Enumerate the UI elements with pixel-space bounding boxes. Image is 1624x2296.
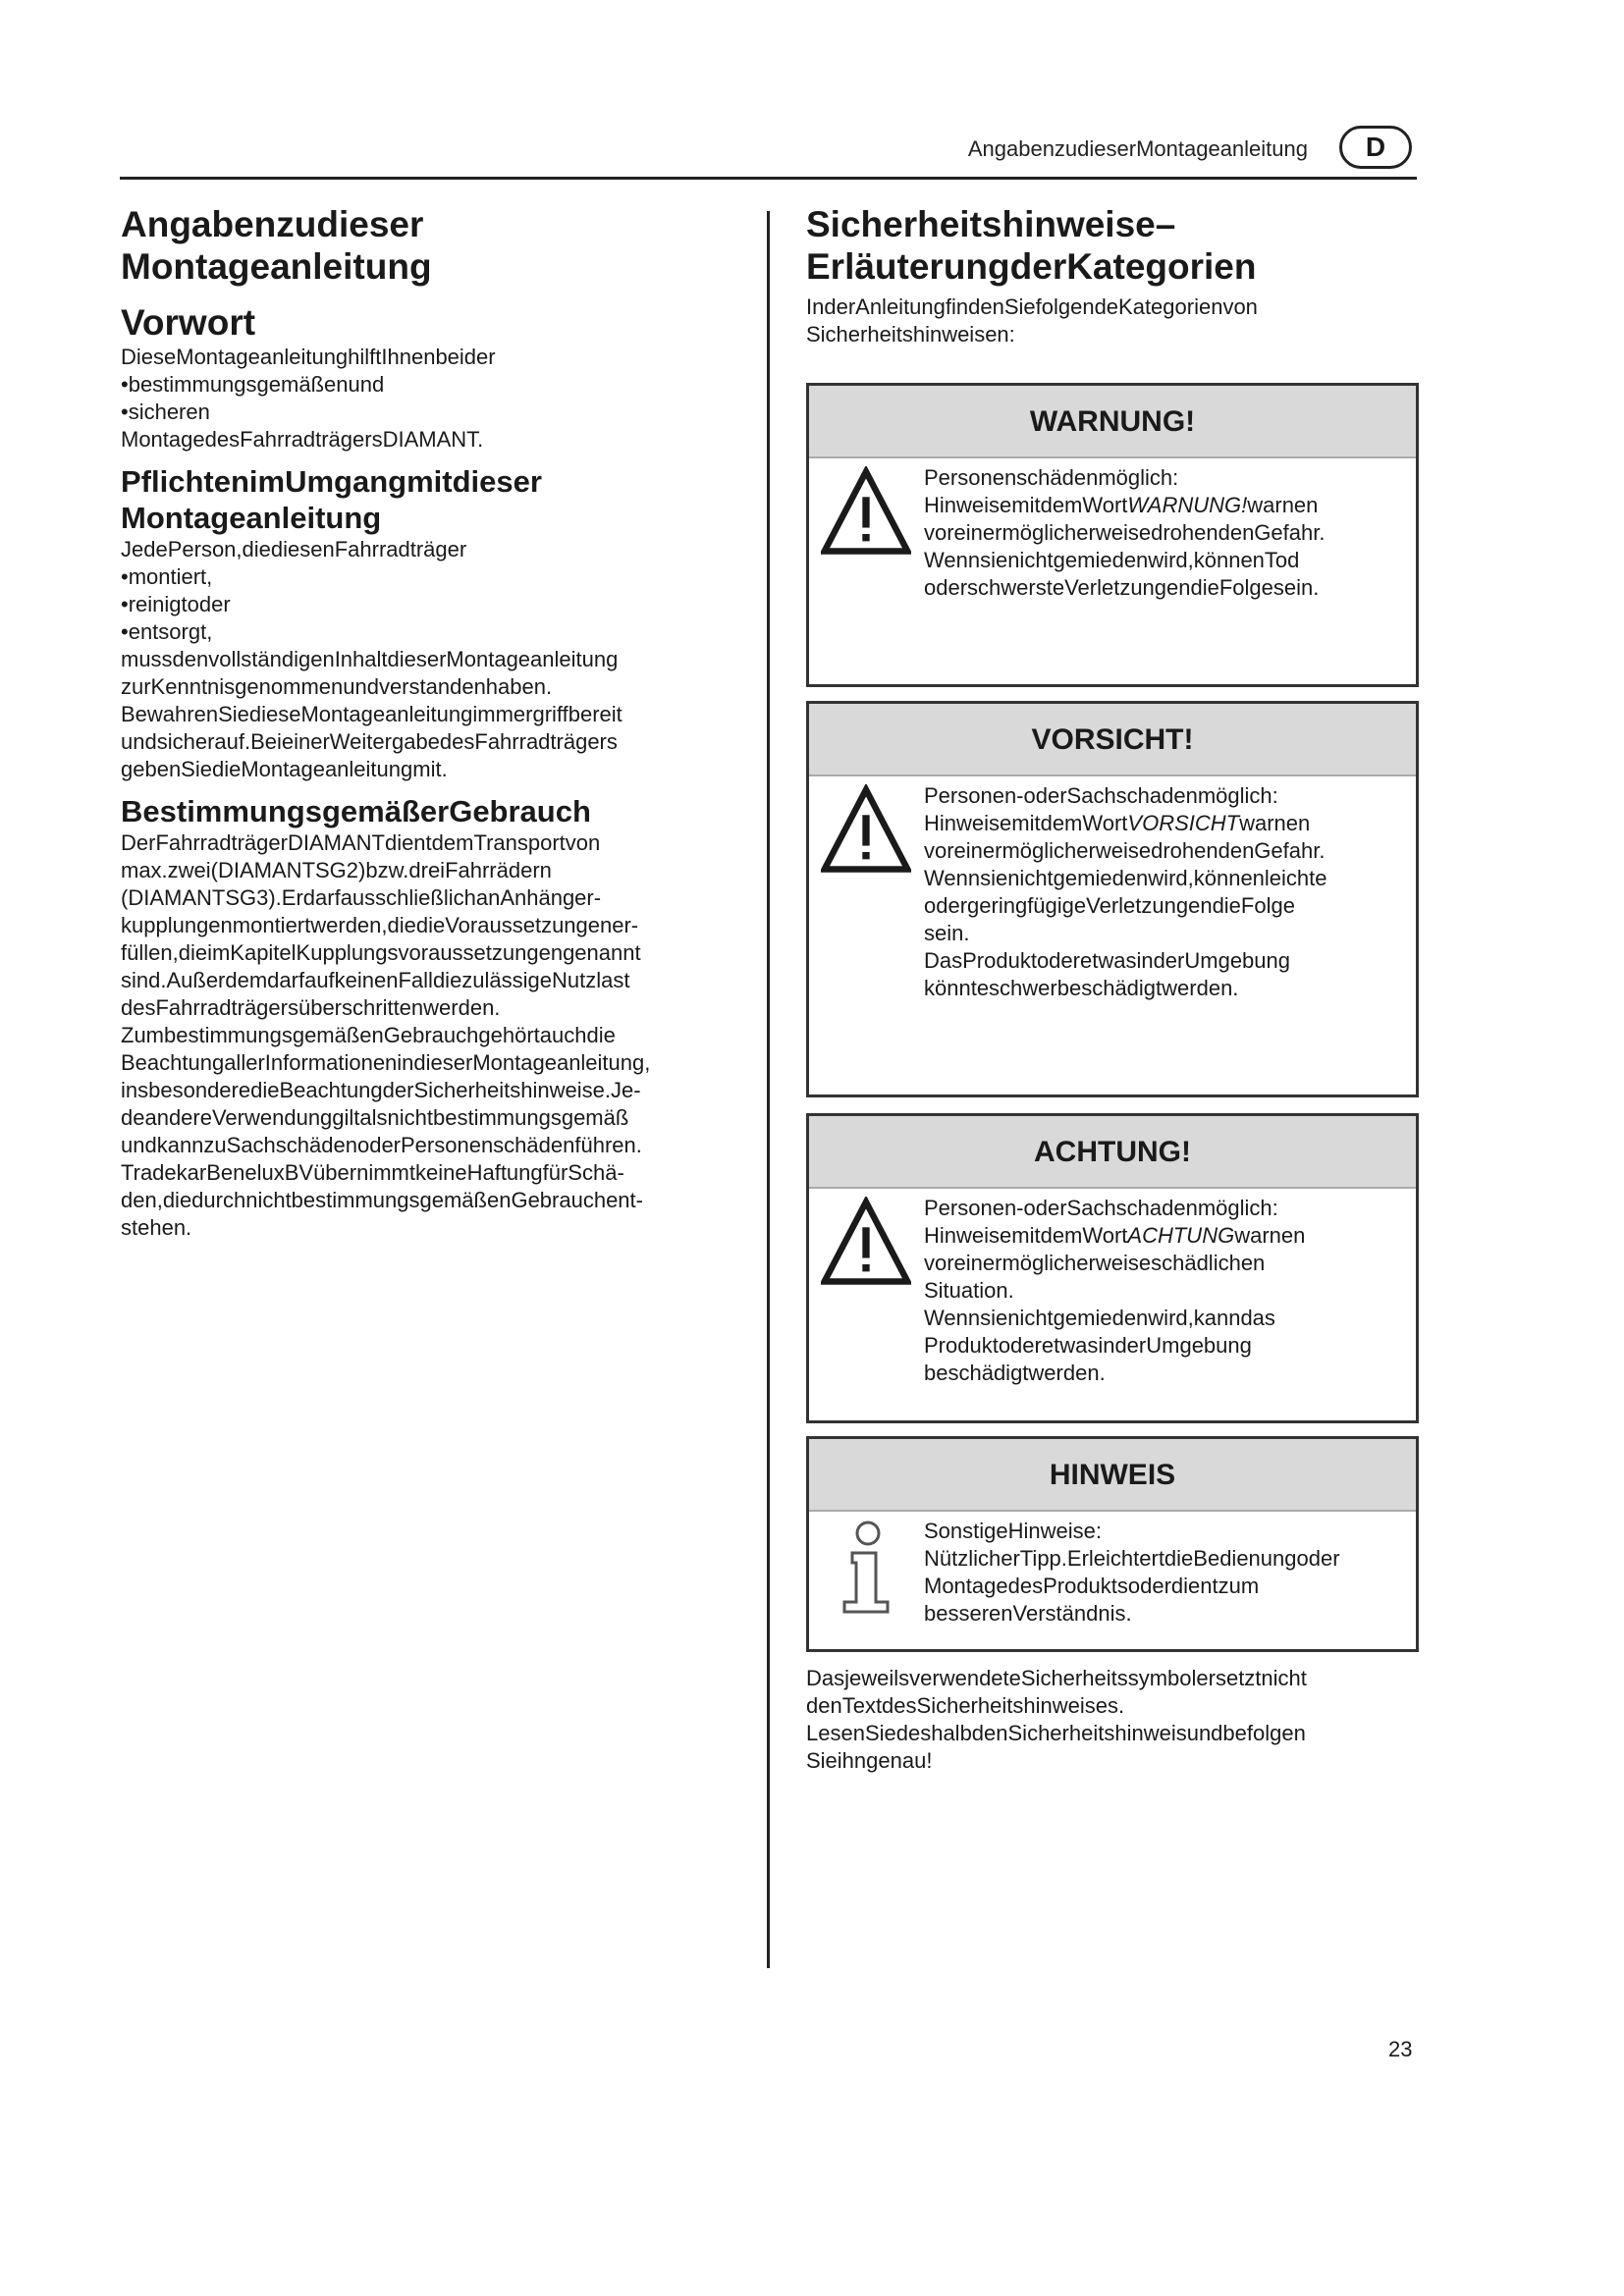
- vorsicht-title: VORSICHT!: [809, 704, 1416, 776]
- vorwort-text: DieseMontageanleitunghilftIhnenbeider •bestimmungsgemäßenund •sicheren MontagedesFahrradträgersDIAMANT.: [121, 345, 496, 452]
- section-title: Angabenzudieser Montageanleitung: [121, 204, 432, 287]
- pflichten-heading: PflichtenimUmgangmitdieser Montageanleitung: [121, 464, 542, 535]
- warnung-box: WARNUNG! Personenschädenmöglich: HinweisemitdemWortWARNUNG!warnen voreinermöglicherweisedrohendenGefahr. Wennsienichtgemiedenwird,könnenTod oderschwersteVerletzungendieFolgesein.: [806, 383, 1419, 687]
- gebrauch-text: DerFahrradträgerDIAMANTdientdemTransportvon max.zwei(DIAMANTSG2)bzw.dreiFahrrädern (DIAMANTSG3).ErdarfausschließlichanAnhänger- kupplungenmontiertwerden,diedieVoraussetzungener- füllen,dieimKapitelKupplungsvoraussetzungengenannt sind.AußerdemdarfaufkeinenFalldiezulässigeNutzlast desFahrradträgersüberschrittenwerden. ZumbestimmungsgemäßenGebrauchgehörtauchdie BeachtungallerInformationenindieserMontageanleitung, insbesonderedieBeachtungderSicherheitshinweise.Je- deandereVerwendunggiltalsnichtbestimmungsgemäß undkannzuSachschädenoderPersonenschädenführen. TradekarBeneluxBVübernimmtkeineHaftungfürSchä- den,diedurchnichtbestimmungsgemäßenGebrauchent- stehen.: [121, 830, 651, 1240]
- achtung-box: ACHTUNG! Personen-oderSachschadenmöglich: HinweisemitdemWortACHTUNGwarnen voreinermöglicherweiseschädlichen Situation. Wennsienichtgemiedenwird,kanndas ProduktoderetwasinderUmgebung beschädigtwerden.: [806, 1113, 1419, 1423]
- vorwort-heading: Vorwort: [121, 302, 256, 343]
- language-badge: D: [1339, 126, 1412, 169]
- hinweis-title: HINWEIS: [809, 1439, 1416, 1512]
- info-icon: [839, 1520, 893, 1618]
- warning-triangle-icon: [821, 466, 911, 557]
- left-column: [121, 203, 749, 1242]
- safety-title: Sicherheitshinweise– ErläuterungderKategorien: [806, 204, 1257, 287]
- right-column: [806, 203, 1419, 348]
- safety-footer-note: DasjeweilsverwendeteSicherheitssymbolersetztnicht denTextdesSicherheitshinweises. LesenSiedeshalbdenSicherheitshinweisundbefolgen Sieihngenau!: [806, 1666, 1307, 1773]
- running-header: AngabenzudieserMontageanleitung: [967, 136, 1308, 161]
- header-rule: [120, 177, 1417, 180]
- page-number: 23: [1388, 2037, 1413, 2061]
- warning-triangle-icon: [821, 784, 911, 875]
- safety-intro: InderAnleitungfindenSiefolgendeKategorienvon Sicherheitshinweisen:: [806, 294, 1258, 347]
- pflichten-text: JedePerson,diediesenFahrradträger •montiert, •reinigtoder •entsorgt, mussdenvollständigenInhaltdieserMontageanleitung zurKenntnisgenommenundverstandenhaben. BewahrenSiedieseMontageanleitungimmergriffbereit undsicherauf.BeieinerWeitergabedesFahrradträgers gebenSiedieMontageanleitungmit.: [121, 537, 623, 781]
- gebrauch-heading: BestimmungsgemäßerGebrauch: [121, 794, 591, 828]
- achtung-title: ACHTUNG!: [809, 1116, 1416, 1189]
- warnung-title: WARNUNG!: [809, 386, 1416, 458]
- vorsicht-box: VORSICHT! Personen-oderSachschadenmöglich: HinweisemitdemWortVORSICHTwarnen voreinermöglicherweisedrohendenGefahr. Wennsienichtgemiedenwird,könnenleichte odergeringfügigeVerletzungendieFolge sein. DasProduktoderetwasinderUmgebung könnteschwerbeschädigtwerden.: [806, 701, 1419, 1097]
- warning-triangle-icon: [821, 1197, 911, 1287]
- hinweis-box: HINWEIS SonstigeHinweise: NützlicherTipp.ErleichtertdieBedienungoder MontagedesProduktsoderdientzum besserenVerständnis.: [806, 1436, 1419, 1652]
- column-divider: [767, 211, 770, 1968]
